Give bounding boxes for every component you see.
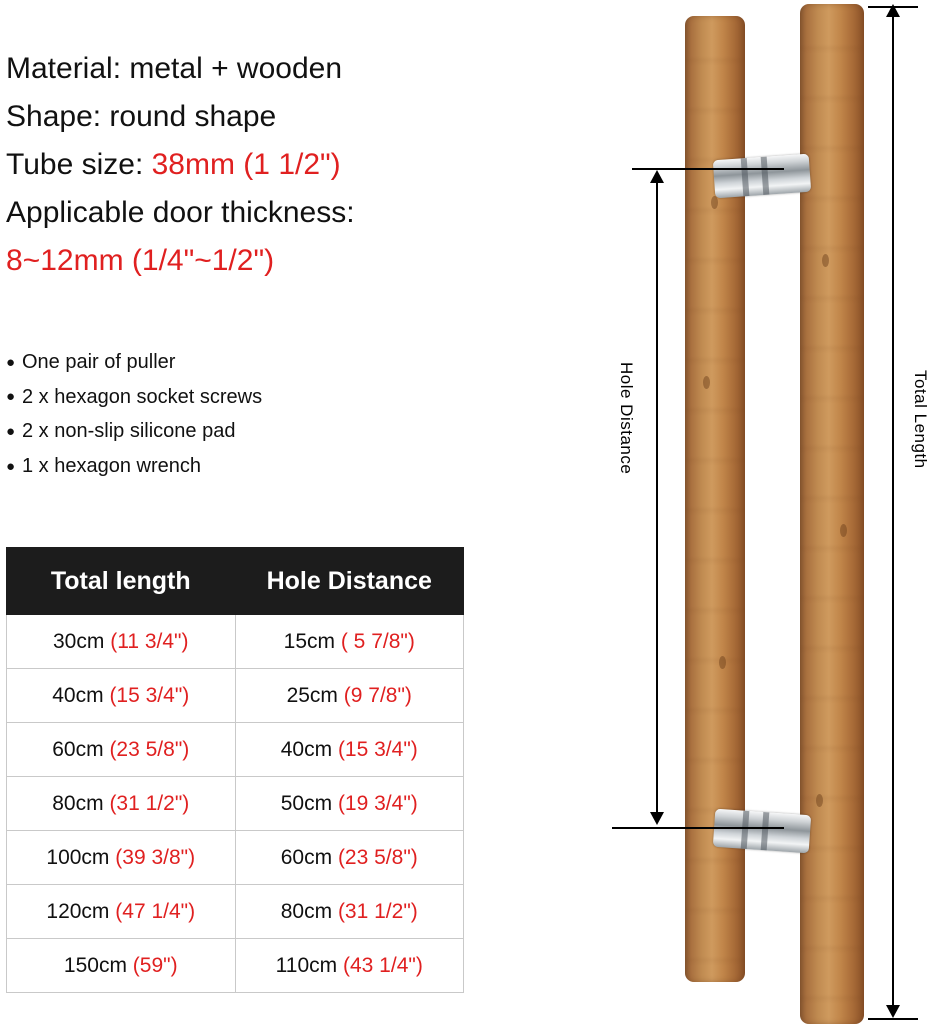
cell-hole-distance: [235, 939, 464, 993]
hole-distance-leader-bottom: [612, 827, 784, 829]
hole-distance-metric: 15cm: [283, 629, 336, 653]
hole-distance-metric: 50cm: [280, 791, 333, 815]
hole-distance-metric: 110cm: [275, 953, 338, 977]
cell-total-length: [7, 939, 236, 993]
wood-knot: [719, 656, 726, 669]
wood-grain-texture: [800, 4, 864, 1024]
list-item: [6, 414, 476, 449]
total-length-imperial: (15 3/4"): [109, 683, 190, 707]
hole-distance-label: Hole Distance: [617, 362, 636, 475]
chrome-ring: [761, 157, 770, 195]
spec-door-thickness-text: Applicable door thickness:: [6, 196, 355, 229]
package-item-label: 2 x hexagon socket screws: [22, 385, 263, 408]
column-header-hole-distance: Hole Distance: [235, 548, 464, 615]
cell-hole-distance: [235, 831, 464, 885]
hole-distance-dimension-line: [656, 182, 658, 812]
wood-knot: [711, 196, 718, 209]
spec-line-shape: [6, 93, 476, 141]
total-length-metric: 150cm: [63, 953, 127, 977]
bullet-icon: ●: [6, 388, 16, 406]
specification-list: [6, 45, 476, 285]
list-item: [6, 345, 476, 380]
hole-distance-imperial: (19 3/4"): [337, 791, 418, 815]
wood-knot: [703, 376, 710, 389]
package-item-label: 2 x non-slip silicone pad: [22, 420, 236, 443]
cell-hole-distance: [235, 723, 464, 777]
spec-line-door-thickness: [6, 189, 476, 237]
total-length-leader-bottom: [868, 1018, 918, 1020]
chrome-ring: [741, 158, 750, 196]
chrome-ring: [761, 812, 770, 850]
hole-distance-arrow-down: [650, 812, 664, 825]
hole-distance-imperial: (23 5/8"): [337, 845, 418, 869]
wood-knot: [840, 524, 847, 537]
bullet-icon: ●: [6, 457, 16, 475]
table-header-row: [7, 548, 464, 615]
bullet-icon: ●: [6, 353, 16, 371]
total-length-metric: 60cm: [52, 737, 104, 761]
cell-total-length: [7, 615, 236, 669]
spec-tube-size-value: 38mm (1 1/2"): [151, 148, 341, 181]
hole-distance-metric: 60cm: [280, 845, 333, 869]
bullet-icon: ●: [6, 423, 16, 441]
hole-distance-imperial: (31 1/2"): [337, 899, 418, 923]
cell-total-length: [7, 669, 236, 723]
spec-material-text: Material: metal + wooden: [6, 52, 343, 85]
table-row: [7, 939, 464, 993]
table-row: [7, 777, 464, 831]
hole-distance-imperial: ( 5 7/8"): [340, 629, 415, 653]
spec-line-material: [6, 45, 476, 93]
chrome-ring: [741, 811, 750, 849]
spec-shape-text: Shape: round shape: [6, 100, 277, 133]
table-row: [7, 723, 464, 777]
total-length-metric: 30cm: [53, 629, 105, 653]
cell-hole-distance: [235, 669, 464, 723]
table-row: [7, 831, 464, 885]
total-length-arrow-up: [886, 4, 900, 17]
spec-line-door-thickness-value: [6, 237, 476, 285]
list-item: [6, 449, 476, 484]
cell-total-length: [7, 723, 236, 777]
column-header-total-length: Total length: [7, 548, 236, 615]
table-row: [7, 885, 464, 939]
hole-distance-imperial: (43 1/4"): [343, 953, 423, 977]
product-diagram: [500, 0, 951, 1024]
cell-hole-distance: [235, 777, 464, 831]
table-row: [7, 615, 464, 669]
total-length-metric: 40cm: [52, 683, 104, 707]
spec-door-thickness-value: 8~12mm (1/4"~1/2"): [6, 244, 275, 277]
chrome-connector-bottom: [713, 809, 811, 854]
total-length-imperial: (39 3/8"): [115, 845, 196, 869]
package-item-label: One pair of puller: [22, 351, 176, 373]
chrome-connector-top: [713, 154, 811, 199]
total-length-imperial: (47 1/4"): [115, 899, 196, 923]
hole-distance-metric: 25cm: [286, 683, 338, 707]
wooden-bar-front: [800, 4, 864, 1024]
cell-total-length: [7, 885, 236, 939]
total-length-imperial: (59"): [132, 953, 178, 977]
list-item: [6, 380, 476, 415]
total-length-metric: 120cm: [46, 899, 110, 923]
total-length-label: Total Length: [911, 370, 930, 469]
total-length-imperial: (11 3/4"): [110, 629, 189, 653]
total-length-metric: 100cm: [46, 845, 110, 869]
total-length-metric: 80cm: [52, 791, 104, 815]
cell-total-length: [7, 831, 236, 885]
hole-distance-imperial: (15 3/4"): [337, 737, 418, 761]
total-length-dimension-line: [892, 8, 894, 1016]
total-length-imperial: (23 5/8"): [109, 737, 190, 761]
hole-distance-arrow-up: [650, 170, 664, 183]
hole-distance-metric: 80cm: [280, 899, 333, 923]
hole-distance-imperial: (9 7/8"): [343, 683, 412, 707]
cell-hole-distance: [235, 885, 464, 939]
cell-hole-distance: [235, 615, 464, 669]
table-row: [7, 669, 464, 723]
package-item-label: 1 x hexagon wrench: [22, 455, 202, 478]
wood-knot: [822, 254, 829, 267]
cell-total-length: [7, 777, 236, 831]
wood-knot: [816, 794, 823, 807]
spec-tube-size-text: Tube size:: [6, 148, 152, 181]
total-length-imperial: (31 1/2"): [109, 791, 190, 815]
package-contents-list: [6, 345, 476, 484]
size-table: [6, 547, 464, 993]
spec-line-tube-size: [6, 141, 476, 189]
hole-distance-metric: 40cm: [280, 737, 333, 761]
total-length-arrow-down: [886, 1005, 900, 1018]
